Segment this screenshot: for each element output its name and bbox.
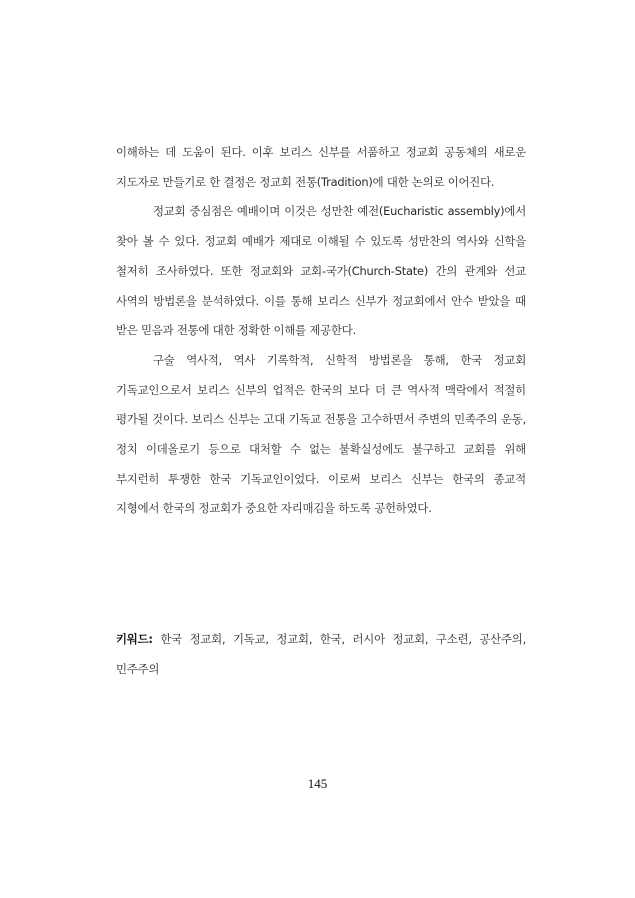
keywords-text: 한국 정교회, 기독교, 정교회, 한국, 러시아 정교회, 구소련, 공산주의, 민주주의 xyxy=(116,632,526,676)
abstract-body xyxy=(116,138,526,524)
paragraph-worship: 정교회 중심점은 예배이며 이것은 성만찬 예전(Eucharistic assembly)에서 찾아 볼 수 있다. 정교회 예배가 제대로 이해될 수 있도록 성만찬의 역사와 신학을 철저히 조사하였다. 또한 정교회와 교회-국가(Church-State) 간의 관계와 선교 사역의 방법론을 분석하였다. 이를 통해 보리스 신부가 정교회에서 안수 받았을 때 받은 믿음과 전통에 대한 정확한 이해를 제공한다. xyxy=(116,204,526,338)
keywords-line xyxy=(116,625,526,684)
paragraph-continuation: 이해하는 데 도움이 된다. 이후 보리스 신부를 서품하고 정교회 공동체의 새로운 지도자로 만들기로 한 결정은 정교회 전통(Tradition)에 대한 논의로 이어진다. xyxy=(116,145,526,189)
paragraph-methodology: 구술 역사적, 역사 기록학적, 신학적 방법론을 통해, 한국 정교회 기독교인으로서 보리스 신부의 업적은 한국의 보다 더 큰 역사적 맥락에서 적절히 평가될 것이다. 보리스 신부는 고대 기독교 전통을 고수하면서 주변의 민족주의 운동, 정치 이데올로기 등으로 대처할 수 없는 불확실성에도 불구하고 교회를 위해 부지런히 투쟁한 한국 기독교인이었다. 이로써 보리스 신부는 한국의 종교적 지형에서 한국의 정교회가 중요한 자리매김을 하도록 공헌하였다. xyxy=(116,352,526,516)
page-number: 145 xyxy=(307,776,328,791)
keywords-label: 키워드: xyxy=(116,632,153,646)
